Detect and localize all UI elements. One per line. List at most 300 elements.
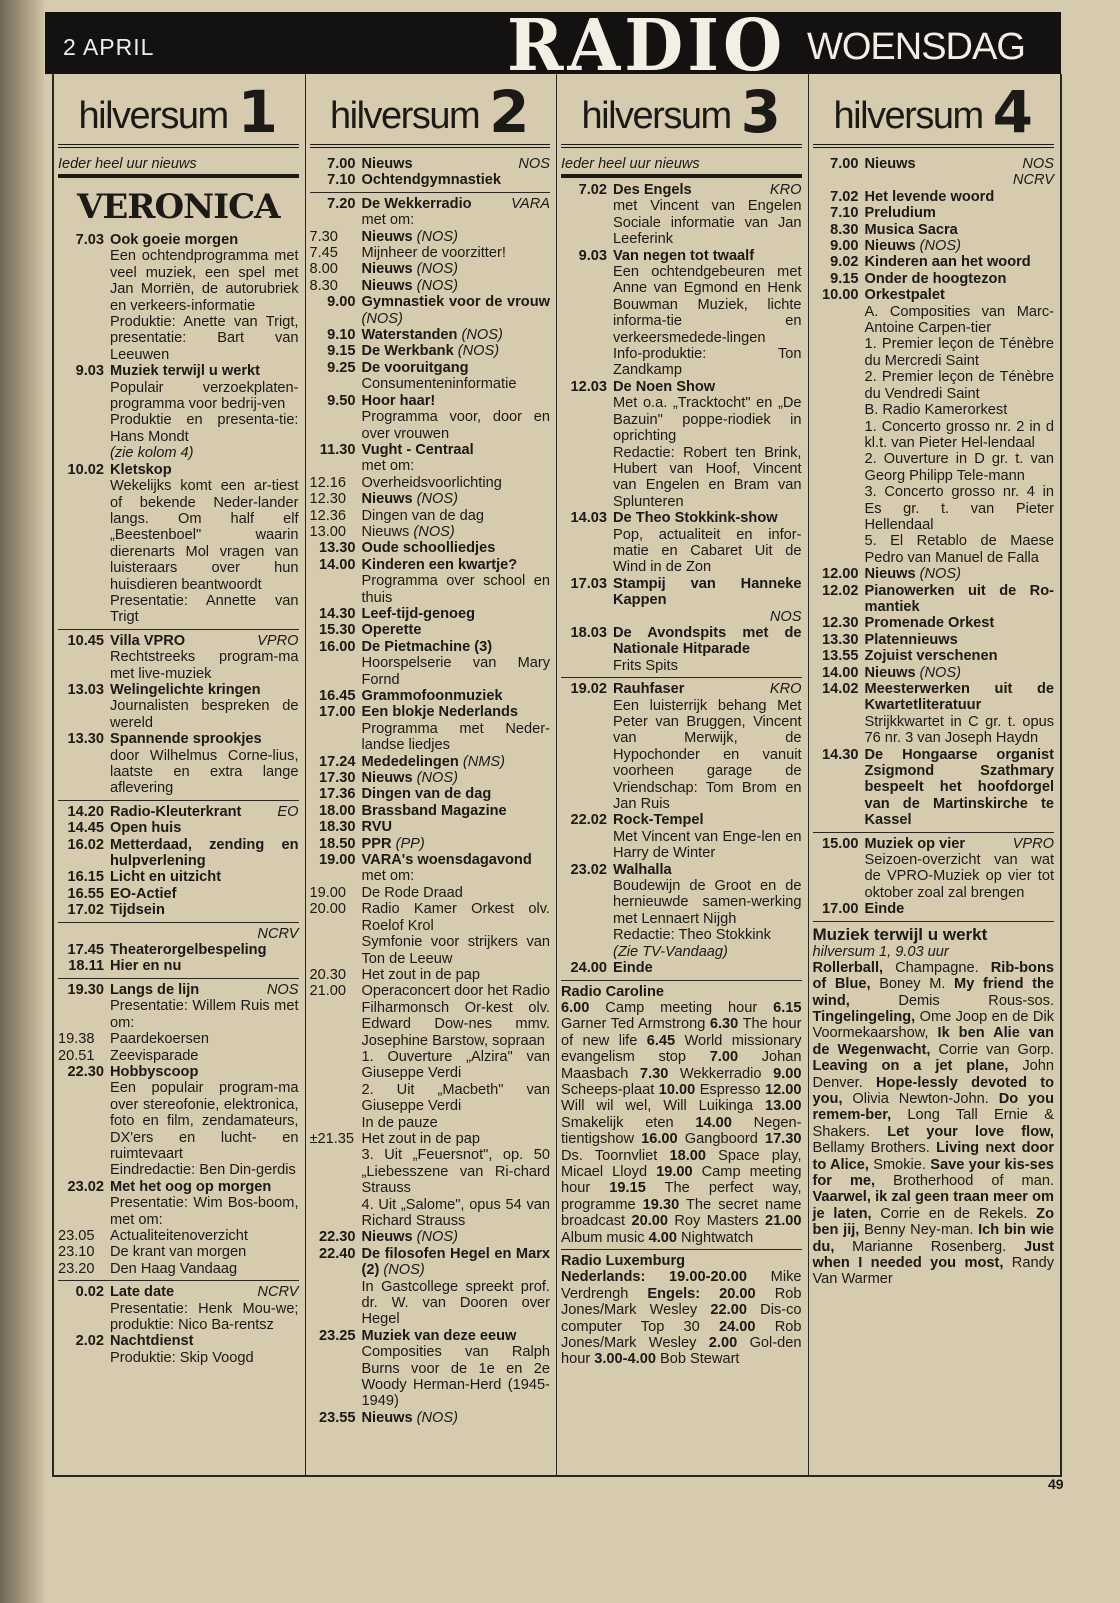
- broadcaster-tag: NCRV: [257, 1284, 299, 1301]
- bold-segment: 4.00: [648, 1229, 677, 1246]
- program-entry: [561, 576, 802, 609]
- program-time: 23.55: [318, 1409, 356, 1426]
- program-description: Strijkkwartet in C gr. t. opus 76 nr. 3 van Joseph Haydn: [864, 713, 1054, 747]
- program-description: 3. Uit „Feuersnot", op. 50 „Liebesszene van Ri-chard Strauss: [361, 1147, 550, 1197]
- program-title: Radio-Kleuterkrant: [110, 803, 242, 820]
- text-segment: Garner Ted Armstrong: [561, 1016, 710, 1033]
- program-body: [865, 287, 1055, 566]
- program-entry: [813, 238, 1055, 254]
- program-body: [362, 1410, 551, 1426]
- program-description: Programma voor, door en over vrouwen: [361, 409, 550, 442]
- program-description: Met o.a. „Tracktocht" en „De Bazuin" poppe-riodiek in oprichting: [613, 395, 802, 445]
- program-time: 12.30: [309, 491, 347, 508]
- program-body: [110, 682, 299, 731]
- program-title: Nachtdienst: [110, 1333, 194, 1350]
- program-time: 19.00: [318, 852, 356, 869]
- program-entry: [58, 1228, 299, 1244]
- program-body: [362, 172, 551, 188]
- program-body: [362, 1328, 551, 1410]
- program-time: 23.02: [570, 861, 607, 878]
- program-entry: [813, 156, 1055, 172]
- bold-segment: 6.45: [646, 1032, 676, 1049]
- program-entry: [310, 557, 551, 606]
- program-body: [865, 665, 1055, 681]
- program-title: Villa VPRO: [110, 632, 186, 649]
- bold-segment: 7.30: [639, 1065, 669, 1082]
- program-time: 22.30: [318, 1229, 356, 1246]
- program-body: [362, 540, 551, 556]
- program-time: 18.11: [68, 958, 104, 975]
- program-entry: [58, 462, 299, 626]
- program-title: De Noen Show: [613, 378, 716, 395]
- program-time: 23.05: [58, 1227, 95, 1244]
- program-time: 14.45: [67, 820, 104, 837]
- program-body: [110, 1228, 299, 1244]
- program-body: [362, 491, 551, 507]
- program-time: 18.03: [570, 624, 607, 641]
- bold-segment: 21.00: [764, 1213, 802, 1230]
- program-title: Orkestpalet: [864, 287, 945, 304]
- program-description: Redactie: Theo Stokkink: [613, 927, 771, 944]
- program-entry: [58, 1244, 299, 1260]
- column-header: [58, 74, 299, 148]
- program-time: 14.30: [821, 746, 859, 763]
- program-title: Van negen tot twaalf: [613, 247, 755, 264]
- program-entry: [310, 606, 551, 622]
- program-entry: [58, 958, 299, 974]
- bold-segment: 9.00: [773, 1065, 802, 1082]
- program-broadcaster: (NOS): [919, 566, 962, 583]
- text-segment: Marianne Rosenberg.: [834, 1238, 1024, 1255]
- program-description: In Gastcollege spreekt prof. dr. W. van Dooren over Hegel: [361, 1278, 550, 1328]
- program-entry: [58, 363, 299, 461]
- bold-segment: 19.15: [609, 1180, 646, 1197]
- program-body: [110, 982, 299, 1031]
- program-title: De vooruitgang: [361, 359, 469, 376]
- text-segment: Camp meeting hour: [561, 1163, 802, 1197]
- text-segment: Mike Verdrengh: [561, 1269, 802, 1302]
- program-description: 2. Premier leçon de Ténèbre du Vendredi Saint: [864, 369, 1054, 402]
- program-time: 9.10: [327, 327, 356, 344]
- program-title: Met het oog op morgen: [110, 1178, 272, 1195]
- broadcaster-tag: VARA: [511, 195, 550, 212]
- bold-segment: My friend the wind,: [812, 976, 1054, 1009]
- program-body: [362, 622, 551, 638]
- program-entry: [310, 491, 551, 507]
- program-body: [362, 983, 551, 1131]
- program-title: Het levende woord: [864, 188, 995, 205]
- program-description: Presentatie: Wim Bos-boom, met om:: [110, 1195, 299, 1228]
- program-body: [362, 524, 551, 540]
- program-entry: [58, 232, 299, 363]
- program-body: [110, 1284, 299, 1333]
- program-title: De Wekkerradio: [361, 195, 472, 212]
- divider: [310, 192, 551, 193]
- program-entry: [310, 704, 551, 753]
- program-body: [110, 1064, 299, 1179]
- program-title: Rauhfaser: [613, 681, 685, 698]
- program-title: Nieuws: [361, 491, 413, 508]
- text-segment: Nightwatch: [677, 1229, 754, 1246]
- program-body: [865, 566, 1055, 582]
- program-entry: [58, 633, 299, 682]
- program-title: Mededelingen: [361, 753, 459, 770]
- box-heading: Muziek terwijl u werkt: [812, 924, 988, 944]
- bold-segment: 6.00: [561, 999, 590, 1016]
- program-body: [110, 1179, 299, 1228]
- program-title: Hoor haar!: [361, 392, 436, 409]
- program-title: Licht en uitzicht: [110, 869, 222, 886]
- bold-segment: 6.15: [773, 999, 802, 1016]
- program-entry: [310, 885, 551, 901]
- program-entry: [58, 902, 299, 918]
- station-listing: [561, 1253, 802, 1368]
- program-title: De Pietmachine (3): [361, 638, 493, 655]
- text-segment: Ome Joop en de Dik Voormekaarshow,: [812, 1008, 1054, 1042]
- program-time: ±21.35: [309, 1130, 355, 1147]
- broadcaster-label: NCRV: [1012, 172, 1054, 189]
- bold-segment: Rollerball,: [812, 959, 884, 976]
- program-broadcaster: (NOS): [416, 277, 459, 294]
- text-segment: Album music: [561, 1229, 649, 1246]
- song-list-box: [813, 925, 1055, 1288]
- program-body: [613, 510, 802, 576]
- station-name: hilversum: [833, 95, 983, 137]
- program-body: [865, 271, 1055, 287]
- program-description: met om:: [361, 212, 415, 229]
- program-body: [110, 869, 299, 885]
- program-title: Meesterwerken uit de Kwartetliteratuur: [864, 681, 1054, 714]
- page-header: [45, 4, 1061, 88]
- program-description: Wekelijks komt een ar-tiest of bekende Neder-lander langs. Om half elf „Beestenboel" waarin dierenarts Mol vragen van luisteraars over hun huisdieren beantwoordt: [110, 478, 299, 593]
- header-title: RADIO: [507, 4, 787, 88]
- program-title: Kletskop: [110, 461, 172, 478]
- program-body: [362, 852, 551, 885]
- program-entry: [310, 540, 551, 556]
- program-entry: [813, 836, 1055, 902]
- program-body: [110, 886, 299, 902]
- bold-segment: 19.00: [656, 1163, 693, 1180]
- program-body: [110, 363, 299, 461]
- program-title: Het zout in de pap: [361, 966, 480, 983]
- program-title: Dingen van de dag: [361, 786, 492, 803]
- program-body: [362, 786, 551, 802]
- program-description: Info-produktie: Ton Zandkamp: [613, 346, 802, 379]
- program-entry: [310, 229, 551, 245]
- program-title: Mijnheer de voorzitter!: [361, 245, 506, 262]
- program-body: [613, 862, 802, 960]
- program-time: 22.02: [570, 812, 607, 829]
- program-time: 7.45: [309, 245, 338, 262]
- program-entry: [310, 1229, 551, 1245]
- program-body: [865, 747, 1055, 829]
- bold-segment: Rib-bons of Blue,: [812, 959, 1054, 993]
- program-title: Ook goeie morgen: [110, 232, 239, 248]
- program-title: De Rode Draad: [361, 884, 463, 901]
- program-entry: [310, 393, 551, 442]
- divider: [58, 1280, 299, 1281]
- program-broadcaster: (PP): [395, 835, 425, 852]
- column-header: [561, 74, 802, 148]
- program-body: [613, 960, 802, 976]
- program-time: 9.03: [75, 363, 104, 380]
- bold-segment: 7.00: [709, 1049, 739, 1066]
- program-broadcaster: (NOS): [361, 310, 403, 327]
- program-time: 13.55: [821, 648, 859, 665]
- program-body: [362, 606, 551, 622]
- program-body: [362, 557, 551, 606]
- program-entry: [310, 245, 551, 261]
- program-entry: [310, 819, 551, 835]
- program-time: 17.45: [67, 942, 104, 959]
- program-entry: [58, 1048, 299, 1064]
- program-time: 19.02: [570, 681, 607, 698]
- broadcaster-label: NOS: [769, 608, 802, 625]
- program-time: 9.02: [830, 254, 859, 271]
- program-time: 7.10: [830, 205, 859, 222]
- program-title: Musica Sacra: [864, 221, 958, 238]
- program-time: 24.00: [570, 960, 607, 977]
- program-title: Rock-Tempel: [613, 812, 704, 829]
- program-body: [362, 261, 551, 277]
- text-segment: Brotherhood of man.: [875, 1172, 1054, 1189]
- program-broadcaster: (NOS): [416, 228, 459, 245]
- program-description: Eindredactie: Ben Din-gerdis: [110, 1162, 296, 1179]
- program-title: De Hongaarse organist Zsigmond Szathmary bespeelt het hoofdorgel van de Martinskirche te Kassel: [864, 746, 1054, 829]
- text-segment: Roy Masters: [668, 1213, 765, 1230]
- program-body: [362, 343, 551, 359]
- text-segment: Olivia Newton-John.: [842, 1090, 999, 1107]
- veronica-logo: VERONICA: [76, 187, 280, 227]
- program-body: [613, 576, 802, 609]
- program-description: In de pauze: [361, 1114, 438, 1131]
- program-broadcaster: (NOS): [416, 1409, 459, 1426]
- program-body: [110, 820, 299, 836]
- program-body: [110, 804, 299, 820]
- program-title: Nieuws: [864, 664, 916, 681]
- bold-segment: 2.00: [708, 1335, 738, 1352]
- program-time: 17.00: [318, 704, 356, 721]
- program-description: 4. Uit „Salome", opus 54 van Richard Strauss: [361, 1196, 550, 1229]
- program-title: Paardekoersen: [110, 1031, 209, 1048]
- program-time: 10.00: [821, 287, 859, 304]
- bold-segment: Hope-lessly devoted to you,: [812, 1074, 1054, 1107]
- bold-segment: Do you remem-ber,: [812, 1090, 1054, 1124]
- text-segment: Gangboord: [677, 1131, 765, 1148]
- bold-segment: Leaving on a jet plane,: [812, 1058, 1009, 1075]
- text-segment: Scheeps-plaat: [561, 1081, 659, 1098]
- program-title: Nieuws: [361, 277, 413, 294]
- program-description: door Wilhelmus Corne-lius, laatste en extra lange aflevering: [110, 747, 299, 797]
- program-entry: [310, 1328, 551, 1410]
- program-entry: [310, 1410, 551, 1426]
- program-time: 14.30: [318, 605, 356, 622]
- program-description: Produktie en presenta-tie: Hans Mondt: [110, 412, 299, 445]
- broadcaster-tag: NOS: [266, 981, 299, 998]
- program-entry: [310, 261, 551, 277]
- program-time: 13.30: [67, 731, 104, 748]
- program-entry: [310, 1131, 551, 1229]
- program-body: [362, 1229, 551, 1245]
- program-broadcaster: (NOS): [416, 1229, 459, 1246]
- program-body: [865, 205, 1055, 221]
- bold-segment: 10.00: [658, 1081, 696, 1098]
- text-segment: Johan Maasbach: [561, 1049, 802, 1082]
- program-broadcaster: (NOS): [416, 491, 459, 508]
- program-entry: [813, 222, 1055, 238]
- program-title: Nieuws: [361, 770, 413, 787]
- program-entry: [813, 287, 1055, 566]
- program-time: 17.00: [821, 901, 859, 918]
- text-segment: The hour of new life: [561, 1016, 802, 1049]
- hourly-news-note: Ieder heel uur nieuws: [58, 156, 299, 178]
- program-entry: [813, 566, 1055, 582]
- program-time: 14.20: [67, 803, 104, 820]
- program-title: Den Haag Vandaag: [110, 1260, 238, 1277]
- text-segment: Smokie.: [868, 1156, 931, 1173]
- program-title: Muziek op vier: [864, 835, 966, 852]
- station-name: hilversum: [78, 95, 228, 137]
- program-time: 8.30: [830, 221, 859, 238]
- program-body: [110, 942, 299, 958]
- program-time: 7.20: [327, 195, 356, 212]
- program-title: Nieuws: [361, 156, 413, 172]
- program-time: 20.00: [309, 901, 347, 918]
- program-title: Nieuws: [361, 523, 410, 540]
- divider: [561, 1249, 802, 1250]
- program-title: Kinderen aan het woord: [864, 254, 1031, 271]
- program-time: 9.00: [830, 238, 859, 255]
- program-time: 7.02: [830, 188, 859, 205]
- divider: [813, 921, 1055, 922]
- page-number: 49: [1048, 1476, 1064, 1492]
- program-title: Onder de hoogtezon: [864, 270, 1007, 287]
- program-entry: [310, 836, 551, 852]
- program-description: B. Radio Kamerorkest: [864, 402, 1008, 419]
- program-body: [362, 393, 551, 442]
- program-title: Operette: [361, 622, 422, 639]
- program-body: [110, 633, 299, 682]
- program-description: 3. Concerto grosso nr. 4 in Es gr. t. van Pieter Hellendaal: [864, 484, 1054, 533]
- program-body: [613, 681, 802, 812]
- program-title: Nieuws: [864, 156, 916, 172]
- program-time: 16.45: [318, 688, 356, 704]
- program-time: 18.00: [318, 802, 356, 819]
- program-body: [362, 770, 551, 786]
- bold-segment: 24.00: [718, 1318, 756, 1335]
- station-number: 4: [992, 78, 1033, 146]
- program-title: Hier en nu: [110, 958, 182, 975]
- program-body: [110, 232, 299, 363]
- program-time: 9.00: [327, 294, 356, 311]
- program-title: Preludium: [864, 205, 936, 222]
- program-description: Redactie: Robert ten Brink, Hubert van Hoof, Vincent van Engelen en Bram van Splunteren: [613, 444, 802, 510]
- program-columns: [52, 74, 1062, 1477]
- program-body: [362, 278, 551, 294]
- program-title: Open huis: [110, 820, 182, 837]
- program-entry: [310, 770, 551, 786]
- bold-segment: Let your love flow,: [887, 1123, 1054, 1140]
- program-time: 9.15: [327, 343, 356, 360]
- text-segment: John Denver.: [812, 1058, 1054, 1091]
- program-entry: [58, 1333, 299, 1366]
- program-description: Programma over school en thuis: [361, 573, 550, 606]
- header-date: 2 APRIL: [63, 34, 155, 60]
- program-broadcaster: (NOS): [416, 770, 459, 787]
- program-body: [362, 196, 551, 229]
- program-entry: [310, 156, 551, 172]
- program-description: Programma met Neder-landse liedjes: [361, 720, 550, 754]
- divider: [561, 677, 802, 678]
- text-segment: Boney M.: [870, 976, 955, 993]
- program-title: Kinderen een kwartje?: [361, 556, 518, 573]
- program-title: Grammofoonmuziek: [361, 688, 503, 704]
- program-time: 7.00: [830, 156, 859, 172]
- program-entry: [813, 205, 1055, 221]
- program-time: 16.55: [67, 885, 104, 902]
- program-time: 12.16: [309, 474, 347, 491]
- program-entry: [310, 754, 551, 770]
- program-title: Overheidsvoorlichting: [361, 474, 502, 491]
- program-title: Brassband Magazine: [361, 802, 507, 819]
- program-title: Het zout in de pap: [361, 1130, 480, 1147]
- program-entry: [310, 475, 551, 491]
- program-title: De filosofen Hegel en Marx (2): [361, 1245, 550, 1279]
- program-time: 17.02: [67, 902, 104, 919]
- program-title: De Avondspits met de Nationale Hitparade: [613, 624, 802, 658]
- text-segment: Bellamy Brothers.: [812, 1140, 937, 1157]
- program-description: Symfonie voor strijkers van Ton de Leeuw: [361, 934, 550, 967]
- program-entry: [561, 182, 802, 248]
- program-time: 20.51: [58, 1047, 95, 1064]
- program-entry: [310, 852, 551, 885]
- program-entry: [58, 1179, 299, 1228]
- program-title: Nieuws: [361, 1409, 413, 1426]
- program-title: Promenade Orkest: [864, 615, 995, 632]
- program-body: [362, 819, 551, 835]
- program-entry: [310, 327, 551, 343]
- program-time: 14.00: [821, 664, 859, 681]
- station-number: 2: [489, 78, 530, 146]
- program-description: Een ochtendgebeuren met Anne van Egmond en Henk Bouwman Muziek, lichte informa-tie en verkeersmedede-lingen: [613, 264, 802, 346]
- broadcaster-tag: KRO: [769, 681, 802, 698]
- program-entry: [58, 1064, 299, 1179]
- program-description: 2. Uit „Macbeth" van Giuseppe Verdi: [361, 1081, 550, 1115]
- program-body: [362, 245, 551, 261]
- program-body: [613, 182, 802, 248]
- program-description: 2. Ouverture in D gr. t. van Georg Philipp Tele-mann: [864, 451, 1054, 484]
- program-broadcaster: (NOS): [457, 343, 500, 360]
- program-time: 16.00: [318, 638, 356, 655]
- program-body: [362, 229, 551, 245]
- program-body: [865, 254, 1055, 270]
- bold-segment: 6.30: [709, 1016, 739, 1033]
- program-title: Muziek terwijl u werkt: [110, 363, 261, 380]
- program-entry: [310, 1246, 551, 1328]
- program-title: Waterstanden: [361, 327, 458, 344]
- program-title: Dingen van de dag: [361, 507, 485, 524]
- text-segment: Bob Stewart: [655, 1351, 740, 1368]
- program-entry: [561, 681, 802, 812]
- program-body: [865, 615, 1055, 631]
- bold-segment: Just when I needed you most,: [812, 1238, 1054, 1271]
- program-entry: [561, 812, 802, 861]
- program-description: Hoorspelserie van Mary Fornd: [361, 655, 550, 688]
- text-segment: Wekkerradio: [668, 1065, 774, 1082]
- text-segment: Espresso: [695, 1081, 765, 1098]
- program-time: 7.30: [309, 228, 338, 245]
- bold-segment: 16.00: [641, 1131, 678, 1148]
